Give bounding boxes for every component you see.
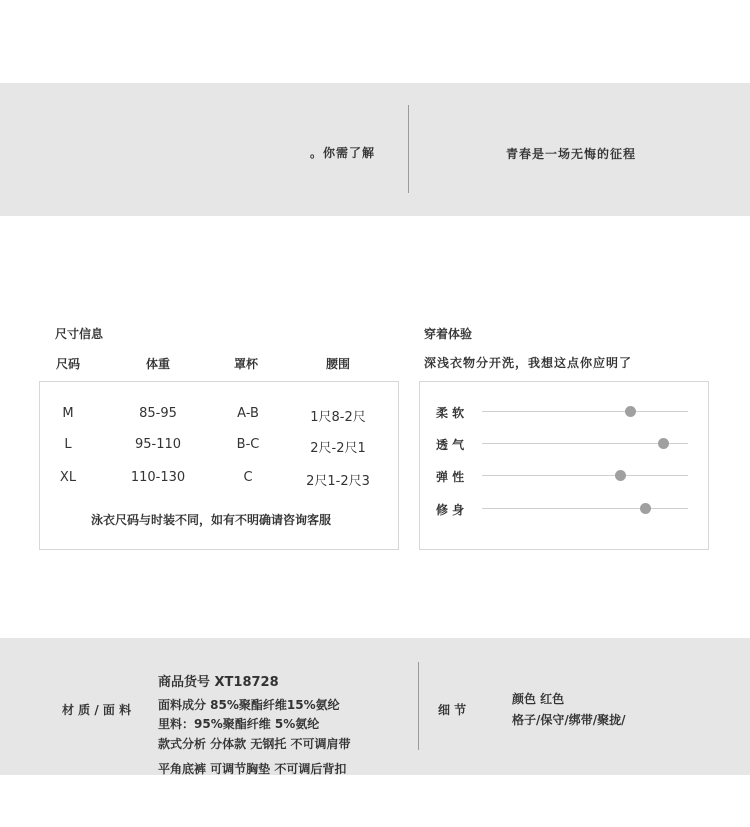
wear-label: 透 气 [436,438,465,452]
banner-left-text: 。你需了解 [310,146,376,160]
lining-composition: 里料：95%聚酯纤维 5%氨纶 [158,717,320,731]
cell-cup: A-B [237,406,259,421]
cell-weight: 85-95 [139,406,177,421]
cell-waist: 2尺1-2尺3 [306,474,370,489]
fabric-composition: 面料成分 85%聚酯纤维15%氨纶 [158,698,340,712]
size-note: 泳衣尺码与时装不同，如有不明确请咨询客服 [91,513,332,527]
rating-marker [625,406,636,417]
rating-marker [615,470,626,481]
feature-tags: 格子/保守/绑带/聚拢/ [512,713,626,727]
header-size: 尺码 [55,357,80,371]
rating-track [482,508,688,509]
wear-label: 修 身 [436,503,465,517]
wear-title: 穿着体验 [424,327,473,341]
cell-weight: 110-130 [130,470,186,485]
header-waist: 腰围 [325,357,350,371]
color-info: 颜色 红色 [512,692,565,706]
cell-cup: C [243,470,253,485]
size-title: 尺寸信息 [55,327,104,341]
bottom-divider [418,662,419,750]
cell-size: XL [59,470,77,485]
wear-subtitle: 深浅衣物分开洗，我想这点你应明了 [424,356,633,370]
rating-track [482,411,688,412]
detail-label: 细 节 [438,703,467,717]
rating-marker [640,503,651,514]
style-analysis: 款式分析 分体款 无钢托 不可调肩带 [158,737,351,751]
material-label: 材 质 / 面 料 [62,703,132,717]
banner-right-text: 青春是一场无悔的征程 [506,147,637,161]
banner-divider [408,105,409,193]
cell-size: L [64,437,72,452]
cell-waist: 1尺8-2尺 [310,410,366,425]
cell-cup: B-C [236,437,260,452]
cell-size: M [62,406,74,421]
product-number: 商品货号 XT18728 [158,675,279,690]
size-table [39,381,399,550]
bottom-type: 平角底裤 可调节胸垫 不可调后背扣 [158,762,347,776]
rating-track [482,443,688,444]
bottom-band [0,638,750,775]
header-weight: 体重 [145,357,170,371]
wear-panel [419,381,709,550]
cell-weight: 95-110 [134,437,182,452]
cell-waist: 2尺-2尺1 [310,441,366,456]
header-cup: 罩杯 [233,357,258,371]
top-banner [0,83,750,216]
wear-label: 柔 软 [436,406,465,420]
wear-label: 弹 性 [436,470,465,484]
rating-track [482,475,688,476]
rating-marker [658,438,669,449]
